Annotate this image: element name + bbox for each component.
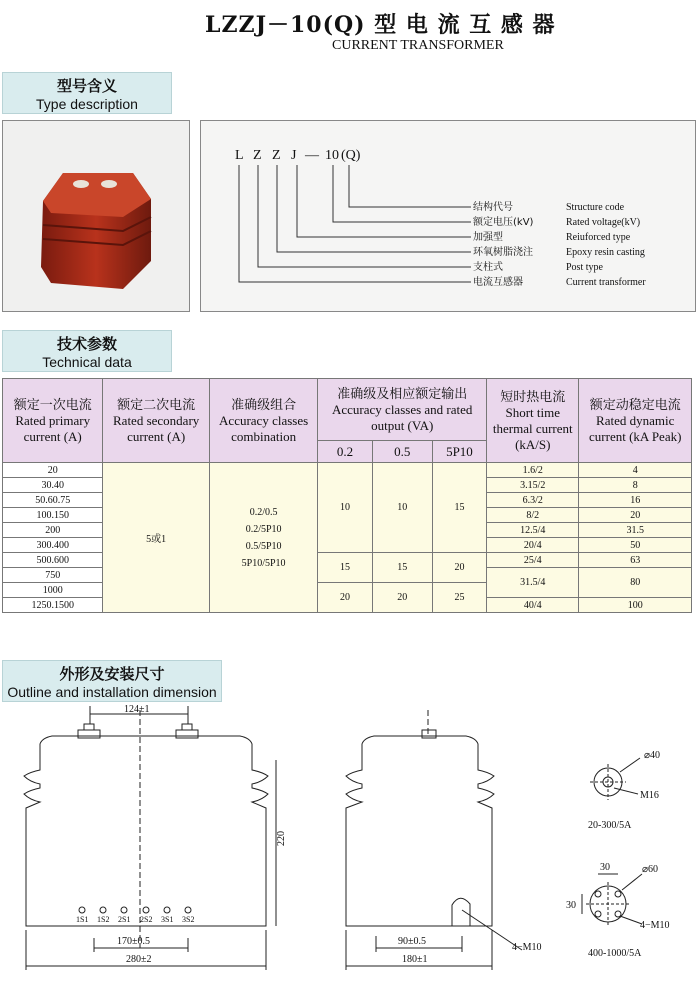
primary-cell: 30.40 — [3, 478, 103, 493]
type-item-cn: 加强型 — [473, 232, 503, 243]
output-cell: 10 — [318, 463, 372, 553]
dynamic-cell: 4 — [579, 463, 692, 478]
col-header-combination: 准确级组合 Accuracy classes combination — [209, 379, 317, 463]
small-dim30a: 30 — [600, 862, 610, 873]
terminal-label: 2S1 — [118, 915, 131, 924]
type-item-cn: 环氧树脂浇注 — [473, 247, 533, 258]
dim-124: 124±1 — [124, 704, 150, 715]
combination-cell: 0.2/0.5 0.2/5P10 0.5/5P10 5P10/5P10 — [209, 463, 317, 613]
primary-cell: 200 — [3, 523, 103, 538]
section-tech-en: Technical data — [42, 354, 132, 370]
col-header-thermal: 短时热电流 Short time thermal current (kA/S) — [487, 379, 579, 463]
type-item-en: Rated voltage(kV) — [566, 217, 641, 228]
sub-header: 0.5 — [372, 441, 432, 463]
thermal-cell: 8/2 — [487, 508, 579, 523]
code-letter: Z — [253, 148, 262, 163]
col-header-output: 准确级及相应额定输出 Accuracy classes and rated output (VA) — [318, 379, 487, 441]
output-cell: 25 — [432, 583, 486, 613]
type-code-diagram — [201, 121, 695, 311]
primary-cell: 20 — [3, 463, 103, 478]
dynamic-cell: 31.5 — [579, 523, 692, 538]
col-header-secondary: 额定二次电流 Rated secondary current (A) — [103, 379, 209, 463]
type-item-en: Reiuforced type — [566, 232, 631, 243]
dim-280: 280±2 — [126, 954, 152, 965]
thermal-cell: 6.3/2 — [487, 493, 579, 508]
type-item-cn: 额定电压(kV) — [473, 217, 534, 228]
output-cell: 10 — [372, 463, 432, 553]
primary-cell: 50.60.75 — [3, 493, 103, 508]
code-letter: — — [305, 148, 319, 163]
output-cell: 15 — [318, 553, 372, 583]
primary-cell: 500.600 — [3, 553, 103, 568]
dim-220: 220 — [276, 831, 287, 846]
code-letter: J — [291, 148, 297, 163]
thermal-cell: 1.6/2 — [487, 463, 579, 478]
small-label-2: 400-1000/5A — [588, 948, 642, 959]
output-cell: 15 — [372, 553, 432, 583]
dim-90: 90±0.5 — [398, 936, 426, 947]
dynamic-cell: 8 — [579, 478, 692, 493]
terminal-label: 3S1 — [161, 915, 174, 924]
type-item-en: Structure code — [566, 202, 625, 213]
primary-cell: 100.150 — [3, 508, 103, 523]
col-header-dynamic: 额定动稳定电流 Rated dynamic current (kA Peak) — [579, 379, 692, 463]
section-outline-en: Outline and installation dimension — [7, 684, 217, 700]
code-letter: Z — [272, 148, 281, 163]
output-cell: 20 — [372, 583, 432, 613]
sub-header: 5P10 — [432, 441, 486, 463]
terminal-label: 2S2 — [140, 915, 153, 924]
type-item-en: Post type — [566, 262, 603, 273]
output-cell: 20 — [318, 583, 372, 613]
dynamic-cell: 100 — [579, 598, 692, 613]
secondary-cell: 5或1 — [103, 463, 209, 613]
output-cell: 20 — [432, 553, 486, 583]
dynamic-cell: 20 — [579, 508, 692, 523]
type-item-cn: 电流互感器 — [473, 277, 523, 288]
primary-cell: 1000 — [3, 583, 103, 598]
small-4m10: 4−M10 — [640, 920, 670, 931]
thermal-cell: 12.5/4 — [487, 523, 579, 538]
section-type-header — [2, 72, 172, 114]
thermal-cell: 25/4 — [487, 553, 579, 568]
page-title: LZZJ－10(Q) 型 电 流 互 感 器 — [205, 12, 556, 38]
code-letter: (Q) — [341, 148, 361, 163]
terminal-label: 1S1 — [76, 915, 89, 924]
section-tech-cn: 技术参数 — [56, 335, 117, 353]
dim-170: 170±0.5 — [117, 936, 150, 947]
thermal-cell: 31.5/4 — [487, 568, 579, 598]
dynamic-cell: 16 — [579, 493, 692, 508]
dynamic-cell: 63 — [579, 553, 692, 568]
section-type-en: Type description — [36, 96, 138, 112]
small-dim30b: 30 — [566, 900, 576, 911]
terminal-label: 3S2 — [182, 915, 195, 924]
dim-4m10: 4−M10 — [512, 942, 542, 953]
small-label-1: 20-300/5A — [588, 820, 632, 831]
small-phi40: ⌀40 — [644, 750, 661, 761]
primary-cell: 750 — [3, 568, 103, 583]
primary-cell: 300.400 — [3, 538, 103, 553]
transformer-photo-icon — [3, 121, 189, 311]
product-photo — [2, 120, 190, 312]
output-cell: 15 — [432, 463, 486, 553]
thermal-cell: 20/4 — [487, 538, 579, 553]
small-phi60: ⌀60 — [642, 864, 659, 875]
dynamic-cell: 50 — [579, 538, 692, 553]
sub-header: 0.2 — [318, 441, 372, 463]
col-header-primary: 额定一次电流 Rated primary current (A) — [3, 379, 103, 463]
page-subtitle: CURRENT TRANSFORMER — [332, 38, 504, 53]
terminal-label: 1S2 — [97, 915, 110, 924]
thermal-cell: 40/4 — [487, 598, 579, 613]
section-outline-header — [2, 660, 222, 702]
thermal-cell: 3.15/2 — [487, 478, 579, 493]
type-item-cn: 支柱式 — [473, 262, 503, 273]
section-type-cn: 型号含义 — [56, 77, 117, 95]
code-letter: L — [235, 148, 244, 163]
type-description-panel — [200, 120, 696, 312]
section-tech-header — [2, 330, 172, 372]
outline-drawing — [0, 700, 700, 992]
section-outline-cn: 外形及安装尺寸 — [59, 665, 165, 683]
primary-cell: 1250.1500 — [3, 598, 103, 613]
type-item-en: Current transformer — [566, 277, 646, 288]
type-item-en: Epoxy resin casting — [566, 247, 645, 258]
type-item-cn: 结构代号 — [473, 202, 513, 213]
small-m16: M16 — [640, 790, 659, 801]
dim-180: 180±1 — [402, 954, 428, 965]
technical-data-table — [2, 378, 692, 613]
code-letter: 10 — [325, 148, 339, 163]
dynamic-cell: 80 — [579, 568, 692, 598]
